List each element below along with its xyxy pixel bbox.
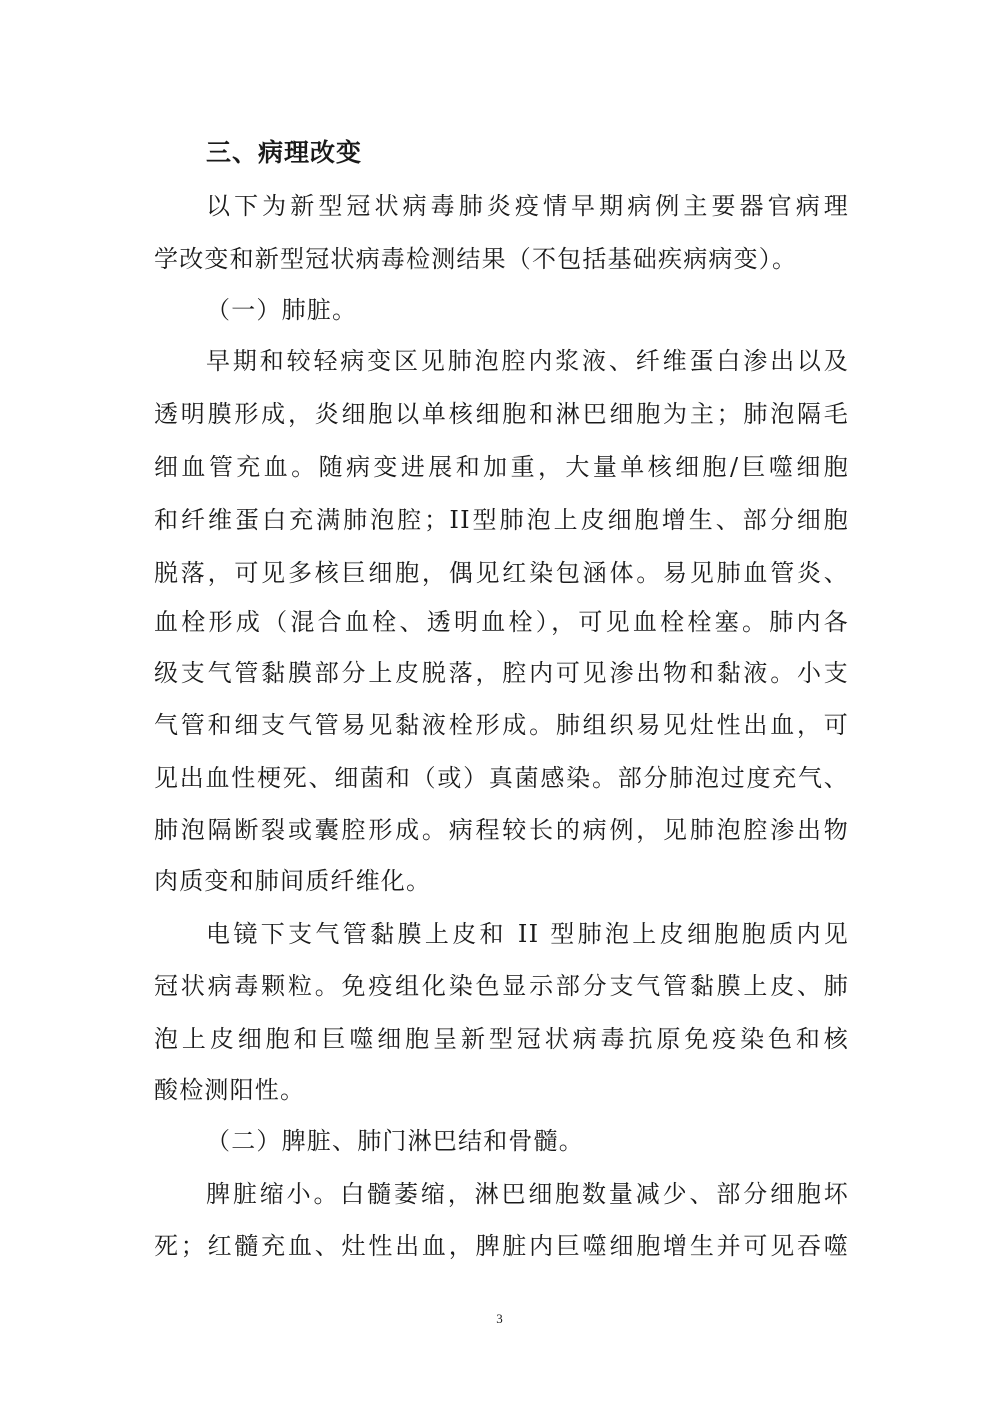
para1-line-3: 细血管充血。随病变进展和加重，大量单核细胞/巨噬细胞 <box>154 453 849 481</box>
para1-line-7: 级支气管黏膜部分上皮脱落，腔内可见渗出物和黏液。小支 <box>154 659 849 687</box>
para3-line-1: 脾脏缩小。白髓萎缩，淋巴细胞数量减少、部分细胞坏 <box>206 1180 849 1208</box>
para1-line-8: 气管和细支气管易见黏液栓形成。肺组织易见灶性出血，可 <box>154 711 849 739</box>
para2-line-1: 电镜下支气管黏膜上皮和 II 型肺泡上皮细胞胞质内见 <box>206 920 849 948</box>
page-number: 3 <box>496 1311 503 1326</box>
para1-line-6: 血栓形成（混合血栓、透明血栓），可见血栓栓塞。肺内各 <box>154 608 849 636</box>
para1-line-2: 透明膜形成，炎细胞以单核细胞和淋巴细胞为主；肺泡隔毛 <box>154 400 849 428</box>
subsection-title-spleen: （二）脾脏、肺门淋巴结和骨髓。 <box>206 1127 584 1155</box>
intro-line-2: 学改变和新型冠状病毒检测结果（不包括基础疾病病变）。 <box>154 245 798 273</box>
para1-line-11: 肉质变和肺间质纤维化。 <box>154 867 432 895</box>
para1-line-9: 见出血性梗死、细菌和（或）真菌感染。部分肺泡过度充气、 <box>154 764 849 792</box>
para3-line-2: 死；红髓充血、灶性出血，脾脏内巨噬细胞增生并可见吞噬 <box>154 1232 849 1260</box>
para2-line-3: 泡上皮细胞和巨噬细胞呈新型冠状病毒抗原免疫染色和核 <box>154 1025 849 1053</box>
intro-line-1: 以下为新型冠状病毒肺炎疫情早期病例主要器官病理 <box>206 192 849 220</box>
para1-line-4: 和纤维蛋白充满肺泡腔；II型肺泡上皮细胞增生、部分细胞 <box>154 506 849 534</box>
subsection-title-lung: （一）肺脏。 <box>206 296 358 324</box>
para1-line-10: 肺泡隔断裂或囊腔形成。病程较长的病例，见肺泡腔渗出物 <box>154 816 849 844</box>
para1-line-1: 早期和较轻病变区见肺泡腔内浆液、纤维蛋白渗出以及 <box>206 347 849 375</box>
para2-line-4: 酸检测阳性。 <box>154 1076 306 1104</box>
section-title: 三、病理改变 <box>206 138 363 167</box>
para2-line-2: 冠状病毒颗粒。免疫组化染色显示部分支气管黏膜上皮、肺 <box>154 972 849 1000</box>
para1-line-5: 脱落，可见多核巨细胞，偶见红染包涵体。易见肺血管炎、 <box>154 559 849 587</box>
